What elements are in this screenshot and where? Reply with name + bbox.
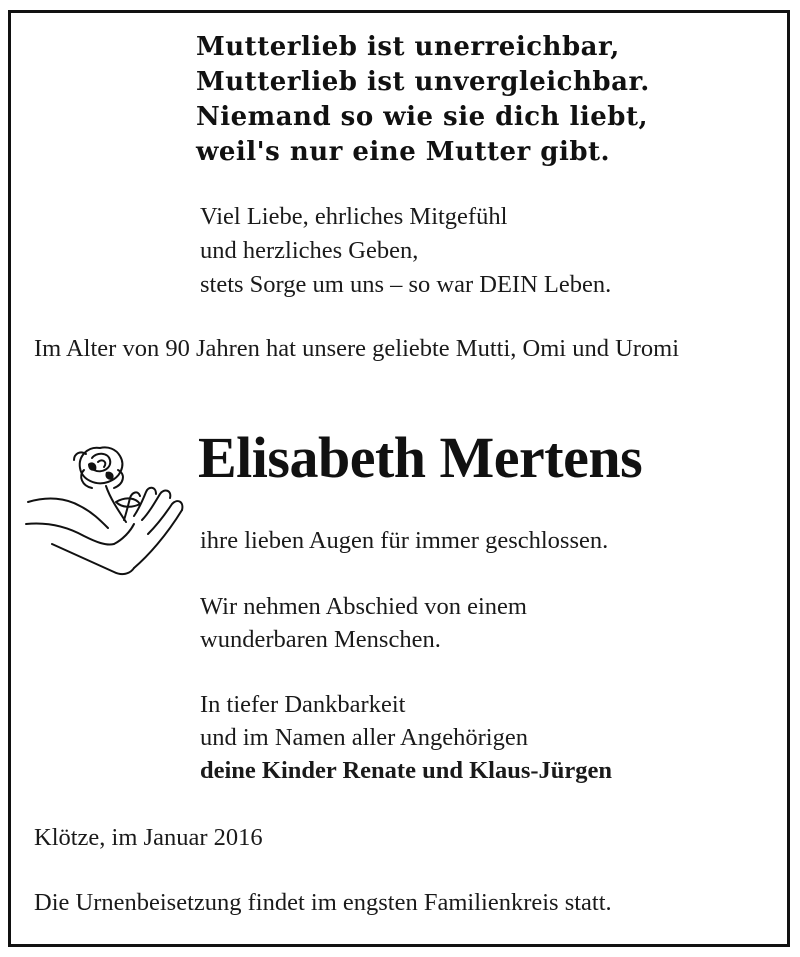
- thanks-line: In tiefer Dankbarkeit: [200, 691, 406, 718]
- farewell-text: [200, 590, 527, 656]
- poem: [196, 30, 650, 170]
- verse-line: stets Sorge um uns – so war DEIN Leben.: [200, 271, 612, 298]
- farewell-line: Wir nehmen Abschied von einem: [200, 593, 527, 620]
- signature: deine Kinder Renate und Klaus-Jürgen: [200, 757, 613, 784]
- verse: [200, 200, 611, 302]
- poem-line: Mutterlieb ist unvergleichbar.: [196, 67, 650, 97]
- poem-line: Mutterlieb ist unerreichbar,: [196, 32, 620, 62]
- verse-line: und herzliches Geben,: [200, 237, 419, 264]
- intro-text: Im Alter von 90 Jahren hat unsere geliebte Mutti, Omi und Uromi: [34, 335, 680, 362]
- burial-note: Die Urnenbeisetzung findet im engsten Familienkreis statt.: [34, 889, 612, 916]
- deceased-name: Elisabeth Mertens: [198, 425, 643, 490]
- poem-line: weil's nur eine Mutter gibt.: [196, 137, 611, 167]
- thanks-block: [200, 688, 612, 787]
- thanks-line: und im Namen aller Angehörigen: [200, 724, 528, 751]
- verse-line: Viel Liebe, ehrliches Mitgefühl: [200, 203, 508, 230]
- farewell-line: wunderbaren Menschen.: [200, 626, 441, 653]
- place-date: Klötze, im Januar 2016: [34, 824, 263, 851]
- eyes-closed-line: ihre lieben Augen für immer geschlossen.: [200, 527, 609, 554]
- rose-in-hands-icon: [22, 440, 192, 580]
- poem-line: Niemand so wie sie dich liebt,: [196, 102, 649, 132]
